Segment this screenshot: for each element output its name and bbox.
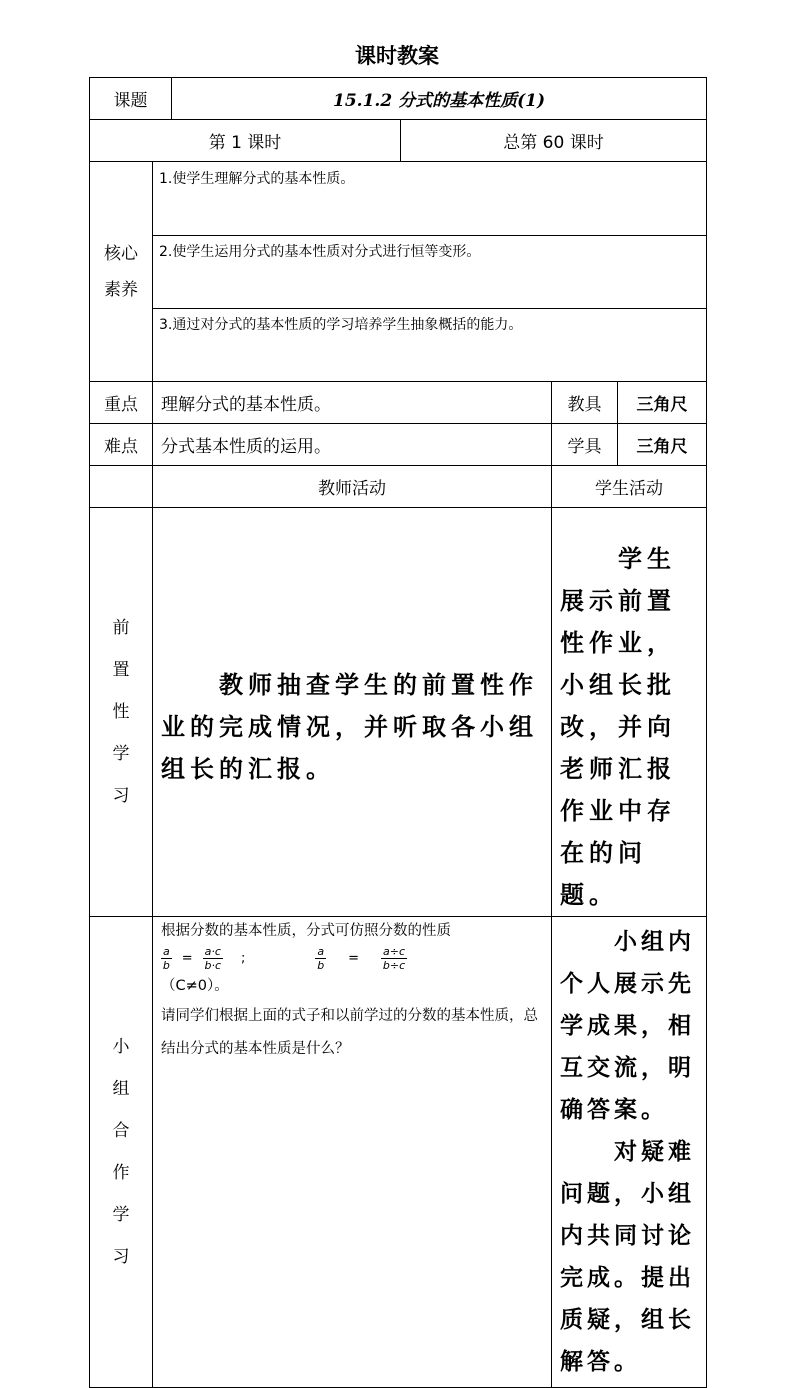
section2-student-line-1: 小组内个人展示先学成果，相互交流，明确答案。 xyxy=(560,928,695,1123)
fraction-a-b-2: $\frac{a}{b}$ xyxy=(317,945,325,972)
topic-value: 15.1.2 分式的基本性质(1) xyxy=(172,78,707,120)
competency-list xyxy=(153,162,707,382)
competency-label-line-1: 核心 xyxy=(104,243,138,264)
key-point-label: 重点 xyxy=(90,382,153,424)
formula-condition: （C≠0）。 xyxy=(161,978,229,994)
section2-intro: 根据分数的基本性质，分式可仿照分数的性质 xyxy=(161,923,451,939)
competency-label-line-2: 素养 xyxy=(104,279,138,300)
tools-value: 三角尺 xyxy=(618,382,707,424)
student-tools-value: 三角尺 xyxy=(618,424,707,466)
tools-label: 教具 xyxy=(552,382,618,424)
student-activity-header: 学生活动 xyxy=(552,466,707,508)
topic-label: 课题 xyxy=(90,78,172,120)
lesson-number: 第 1 课时 xyxy=(90,120,401,162)
section2-label: 小 组 合 作 学 习 xyxy=(90,917,153,1388)
lesson-plan-table xyxy=(89,77,707,1388)
competency-label xyxy=(90,162,153,382)
competency-item: 3.通过对分式的基本性质的学习培养学生抽象概括的能力。 xyxy=(159,317,523,333)
section2-student-line-2: 对疑难问题，小组内共同讨论完成。提出质疑，组长解答。 xyxy=(560,1138,695,1375)
section1-student-activity: 学生展示前置性作业，小组长批改，并向老师汇报作业中存在的问题。 xyxy=(552,508,707,917)
fraction-ac-bc-div: $\frac{a\div c}{b\div c}$ xyxy=(382,945,406,972)
fraction-ac-bc: $\frac{a\cdot c}{b\cdot c}$ xyxy=(204,945,222,972)
section2-teacher-activity xyxy=(153,917,552,1388)
fraction-a-b: $\frac{a}{b}$ xyxy=(162,945,170,972)
difficulty: 分式基本性质的运用。 xyxy=(153,424,552,466)
difficulty-label: 难点 xyxy=(90,424,153,466)
competency-item: 1.使学生理解分式的基本性质。 xyxy=(153,163,706,236)
student-tools-label: 学具 xyxy=(552,424,618,466)
section1-label: 前 置 性 学 习 xyxy=(90,508,153,917)
page-title: 课时教案 xyxy=(355,44,439,68)
total-lessons: 总第 60 课时 xyxy=(401,120,707,162)
key-point: 理解分式的基本性质。 xyxy=(153,382,552,424)
section1-teacher-activity: 教师抽查学生的前置性作业的完成情况，并听取各小组组长的汇报。 xyxy=(153,508,552,917)
section2-student-activity xyxy=(552,917,707,1388)
empty-header-cell xyxy=(90,466,153,508)
section2-question: 请同学们根据上面的式子和以前学过的分数的基本性质，总结出分式的基本性质是什么？ xyxy=(161,1008,538,1057)
competency-item: 2.使学生运用分式的基本性质对分式进行恒等变形。 xyxy=(153,236,706,309)
teacher-activity-header: 教师活动 xyxy=(153,466,552,508)
fraction-formula: $\frac{a}{b}$ = $\frac{a\cdot c}{b\cdot c}$ ; $\frac{a}{b}$ = $\frac{a\div c}{b\div c}$ xyxy=(162,945,406,972)
